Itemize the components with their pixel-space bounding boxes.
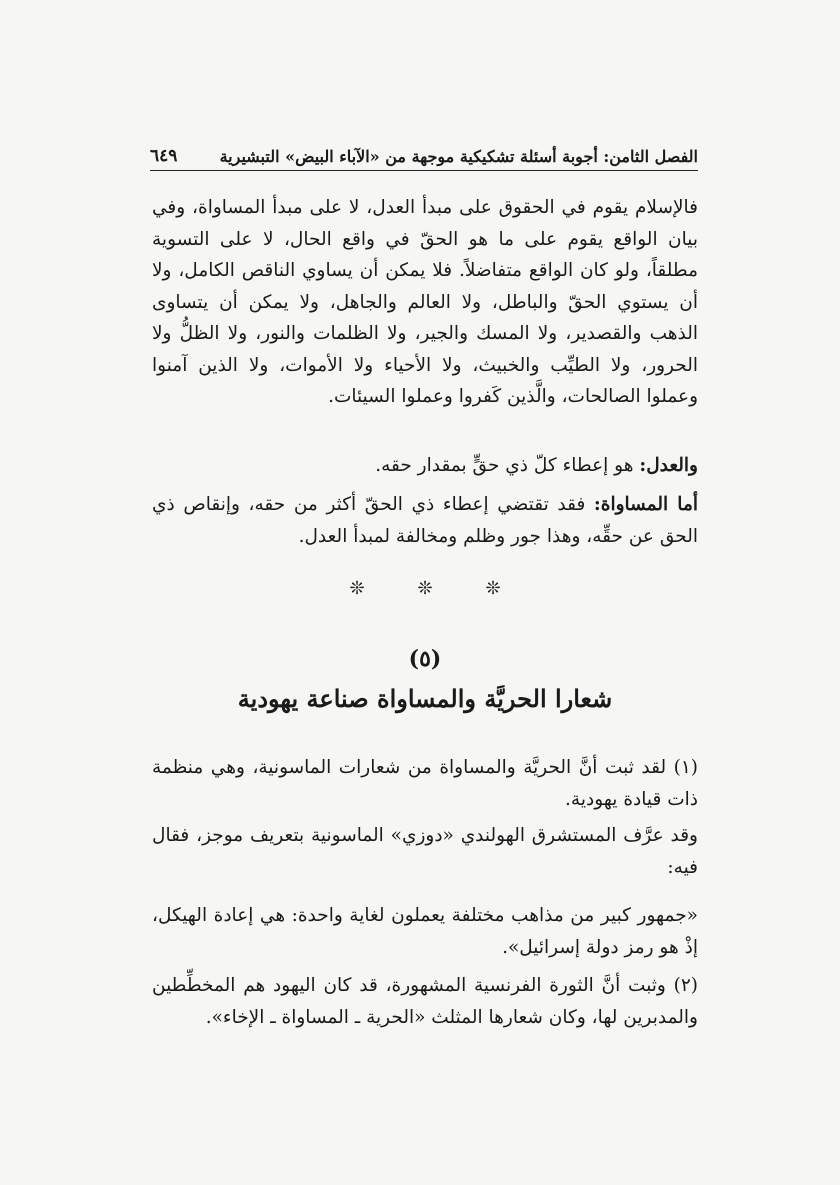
quotation-paragraph [152, 900, 698, 963]
paragraph-text: (١) لقد ثبت أنَّ الحريَّة والمساواة من شعارات الماسونية، وهي منظمة ذات قيادة يهودية. [152, 757, 698, 810]
header-title: الفصل الثامن: أجوبة أسئلة تشكيكية موجهة من «الآباء البيض» التبشيرية [219, 147, 698, 166]
separator-star-icon: ❊ [485, 578, 501, 599]
running-header [150, 132, 698, 171]
section-title: شعارا الحريَّة والمساواة صناعة يهودية [237, 684, 613, 713]
page-number: ٦٤٩ [150, 146, 178, 166]
equality-text: فقد تقتضي إعطاء ذي الحقّ أكثر من حقه، وإنقاص ذي الحق عن حقِّه، وهذا جور وظلم ومخالفة لمبدأ العدل. [152, 494, 698, 547]
intro-paragraph [152, 192, 698, 413]
definition-equality [152, 489, 698, 552]
separator-star-icon: ❊ [349, 578, 365, 599]
intro-paragraph-text: فالإسلام يقوم في الحقوق على مبدأ العدل، لا على مبدأ المساواة، وفي بيان الواقع يقوم على ما هو الحقّ في واقع الحال، لا على التسوية مطلقاً، ولو كان الواقع متفاضلاً. فلا يمكن أن يساوي الناقص الكامل، ولا أن يستوي الحقّ والباطل، ولا العالم والجاهل، ولا يمكن أن يتساوى الذهب والقصدير، ولا المسك والجير، ولا الظلمات والنور، ولا الظلُّ ولا الحرور، ولا الطيِّب والخبيث، ولا الأحياء ولا الأموات، ولا الذين آمنوا وعملوا الصالحات، والَّذين كَفروا وعملوا السيئات. [152, 197, 698, 407]
separator-star-icon: ❊ [417, 578, 433, 599]
equality-term: أما المساواة: [593, 494, 698, 515]
paragraph-4 [152, 970, 698, 1033]
paragraph-text: (٢) وثبت أنَّ الثورة الفرنسية المشهورة، قد كان اليهود هم المخطِّطين والمدبرين لها، وكان شعارها المثلث «الحرية ـ المساواة ـ الإخاء». [152, 975, 698, 1028]
definition-justice [152, 450, 698, 482]
section-number: (٥) [408, 646, 442, 672]
justice-term: والعدل: [639, 455, 698, 476]
justice-text: هو إعطاء كلّ ذي حقٍّ بمقدار حقه. [375, 455, 634, 476]
section-separator [152, 578, 698, 599]
paragraph-1 [152, 752, 698, 815]
paragraph-2 [152, 820, 698, 883]
paragraph-text: وقد عرَّف المستشرق الهولندي «دوزي» الماسونية بتعريف موجز، فقال فيه: [152, 825, 698, 878]
paragraph-text: «جمهور كبير من مذاهب مختلفة يعملون لغاية واحدة: هي إعادة الهيكل، إذْ هو رمز دولة إسرائيل». [152, 905, 698, 958]
